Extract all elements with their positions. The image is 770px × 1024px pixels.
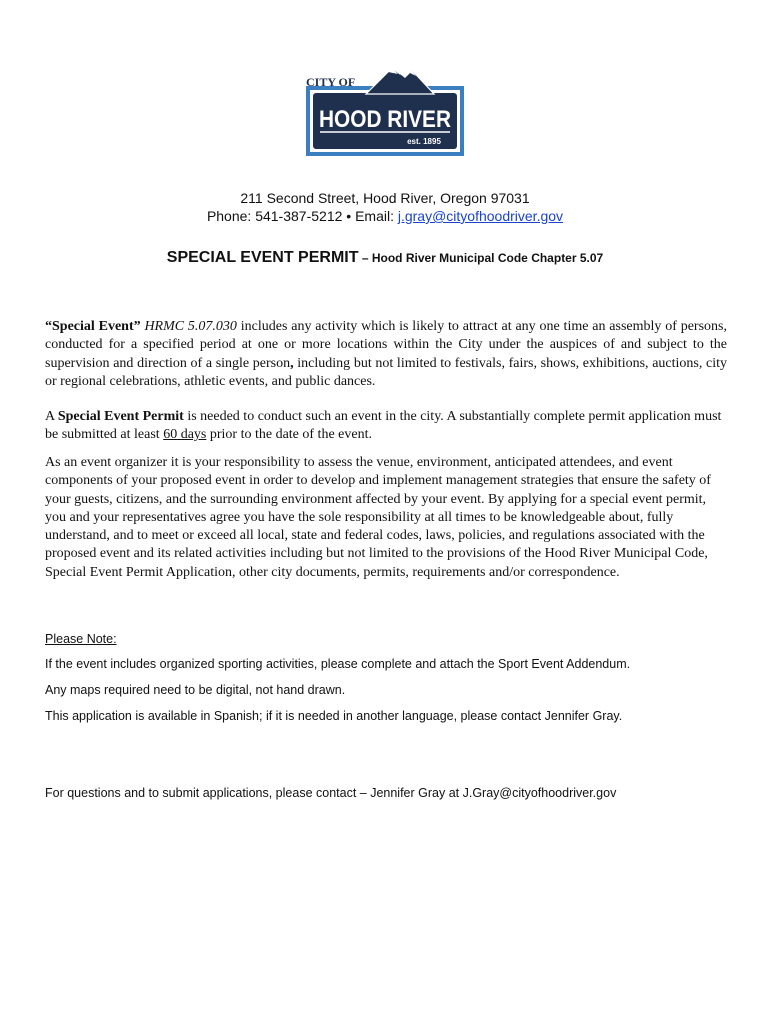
definition-text-a: includes any activity which is likely to attract at any one time an assembly of persons, conducted for a specified period at one or more locations within the City under the auspices of and subject to the supervision and direction of a single person xyxy=(45,319,727,371)
svg-text:CITY OF: CITY OF xyxy=(306,75,356,89)
req-text-b: is needed to conduct such an event in the city. A substantially complete permit application must be submitted at least xyxy=(45,409,722,443)
contact-line xyxy=(0,207,770,225)
svg-text:est. 1895: est. 1895 xyxy=(407,137,441,146)
page-title xyxy=(0,249,770,267)
phone-label: Phone: 541-387-5212 • Email: xyxy=(206,208,398,224)
req-bold: Special Event Permit xyxy=(57,409,184,424)
city-of-hood-river-logo xyxy=(304,64,466,158)
note-item: This application is available in Spanish; if it is needed in another language, please contact Jennifer Gray. xyxy=(45,709,623,723)
note-item: Any maps required need to be digital, not hand drawn. xyxy=(45,683,346,697)
req-text-a: A xyxy=(45,409,58,424)
permit-requirement-paragraph xyxy=(45,408,727,445)
definition-text-b: including but not limited to festivals, fairs, shows, exhibitions, auctions, city or regional celebrations, athletic events, and public dances. xyxy=(45,355,727,389)
responsibility-paragraph: As an event organizer it is your responsibility to assess the venue, environment, anticipated attendees, and event components of your proposed event in order to develop and implement management strategies that ensure the safety of your guests, citizens, and the surrounding environment affected by your event. By applying for a special event permit, you and your representatives agree you have the sole responsibility at all times to be knowledgeable about, fully understand, and to meet or exceed all local, state and federal codes, laws, policies, and regulations associated with the proposed event and its related activities including but not limited to the provisions of the Hood River Municipal Code, Special Event Permit Application, other city documents, permits, requirements and/or correspondence. xyxy=(45,455,711,580)
email-link[interactable]: j.gray@cityofhoodriver.gov xyxy=(397,208,564,224)
definition-term: “Special Event” xyxy=(45,319,141,334)
note-item: If the event includes organized sporting activities, please complete and attach the Sport Event Addendum. xyxy=(45,657,631,671)
svg-text:HOOD RIVER: HOOD RIVER xyxy=(319,106,451,133)
permit-subtitle: – Hood River Municipal Code Chapter 5.07 xyxy=(358,251,604,265)
please-note-heading: Please Note: xyxy=(45,632,117,646)
permit-title: SPECIAL EVENT PERMIT xyxy=(166,249,359,266)
definition-comma: , xyxy=(290,355,294,371)
code-reference: HRMC 5.07.030 xyxy=(144,319,237,334)
req-text-c: prior to the date of the event. xyxy=(206,427,372,443)
contact-note: For questions and to submit applications, please contact – Jennifer Gray at J.Gray@cityofhoodriver.gov xyxy=(45,786,617,800)
address-line: 211 Second Street, Hood River, Oregon 97031 xyxy=(240,190,530,206)
req-days: 60 days xyxy=(163,427,207,443)
definition-paragraph xyxy=(45,318,727,391)
